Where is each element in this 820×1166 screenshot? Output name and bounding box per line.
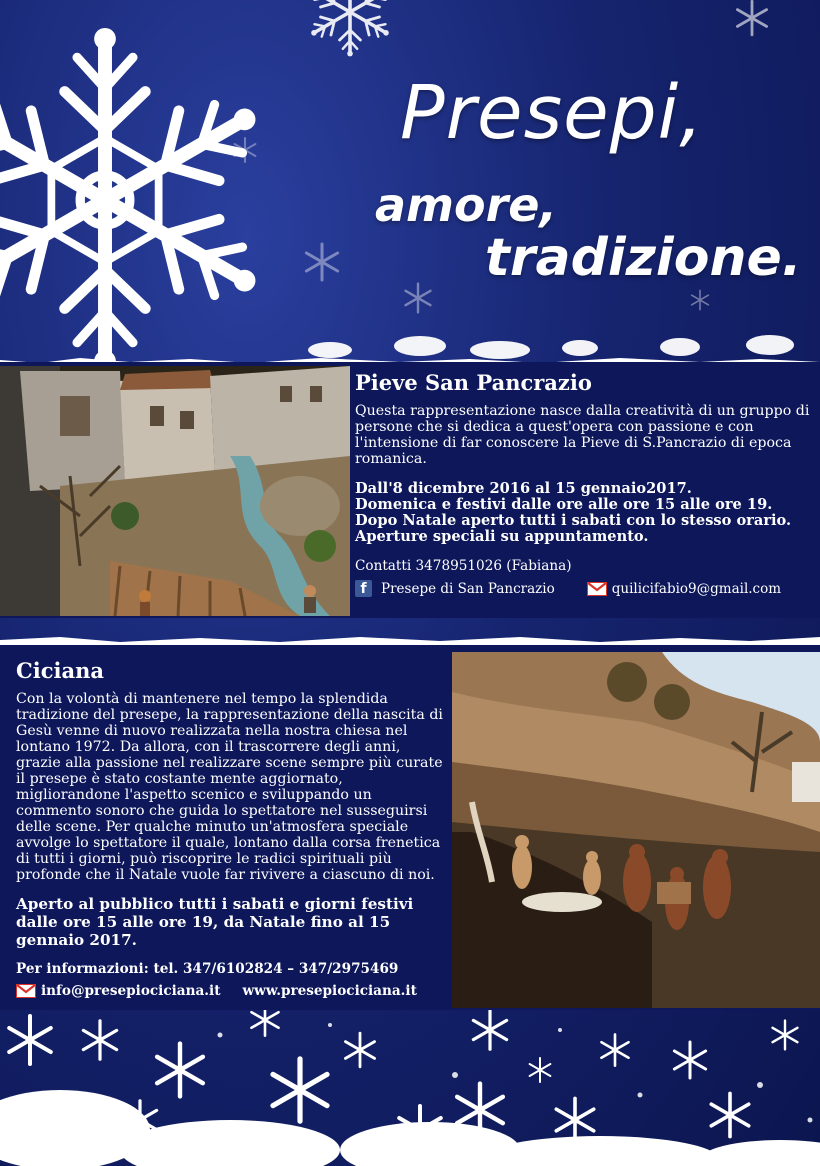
facebook-icon: f [355,580,372,597]
facebook-link[interactable]: Presepe di San Pancrazio [381,580,555,597]
website-link[interactable]: www.presepiociciana.it [242,983,417,999]
info-line: Per informazioni: tel. 347/6102824 – 347/2975469 [16,961,399,977]
social-row [355,580,817,597]
section-body: Questa rappresentazione nasce dalla creatività di un gruppo di persone che si dedica a quest'opera con passione e con l'intensione di far conoscere la Pieve di S.Pancrazio di epoca romanica. [355,403,810,467]
pancrazio-nativity-photo [0,366,350,616]
mail-icon [16,984,36,998]
schedule-line: Aperto al pubblico tutti i sabati e giorni festivi dalle ore 15 alle ore 19, da Natale fino al 15 gennaio 2017. [16,895,414,949]
section-body: Con la volontà di mantenere nel tempo la splendida tradizione del presepe, la rappresentazione della nascita di Gesù venne di nuovo realizzata nella nostra chiesa nel lontano 1972. Da allora, con il trascorrere degli anni, grazie alla passione nel realizzare scene sempre più curate il presepe è stato costante mente aggiornato, migliorandone l'aspetto scenico e sviluppando un commento sonoro che guida lo spettatore nel susseguirsi delle scene. Per qualche minuto un'atmosfera speciale avvolge lo spettatore il quale, lontano dalla corsa frenetica di tutti i giorni, può riscoprire le radici spirituali più profonde che il Natale vuole far rivivere a ciascuno di noi. [16,691,443,883]
pancrazio-section [355,370,817,597]
ciciana-section [16,658,446,999]
email-link[interactable]: quilicifabio9@gmail.com [611,580,782,597]
contact-row [16,983,446,999]
flyer-title [360,60,800,300]
title-line-tradizione: tradizione. [485,228,802,288]
ciciana-nativity-photo [452,652,820,1008]
contact-line: Contatti 3478951026 (Fabiana) [355,558,572,574]
title-line-amore: amore, [375,178,557,232]
mail-icon [587,582,607,596]
large-snowflake-icon [0,28,274,372]
schedule-line: Dall'8 dicembre 2016 al 15 gennaio2017. Domenica e festivi dalle ore alle ore 15 alle ore 19. Dopo Natale aperto tutti i sabati con lo stesso orario. Aperture speciali su appuntamento. [355,480,792,545]
email-link[interactable]: info@presepiociciana.it [41,983,221,999]
section-heading: Pieve San Pancrazio [355,370,592,395]
snowflake-icon [306,0,393,56]
title-line-presepi: Presepi, [400,70,704,156]
section-heading: Ciciana [16,658,104,683]
